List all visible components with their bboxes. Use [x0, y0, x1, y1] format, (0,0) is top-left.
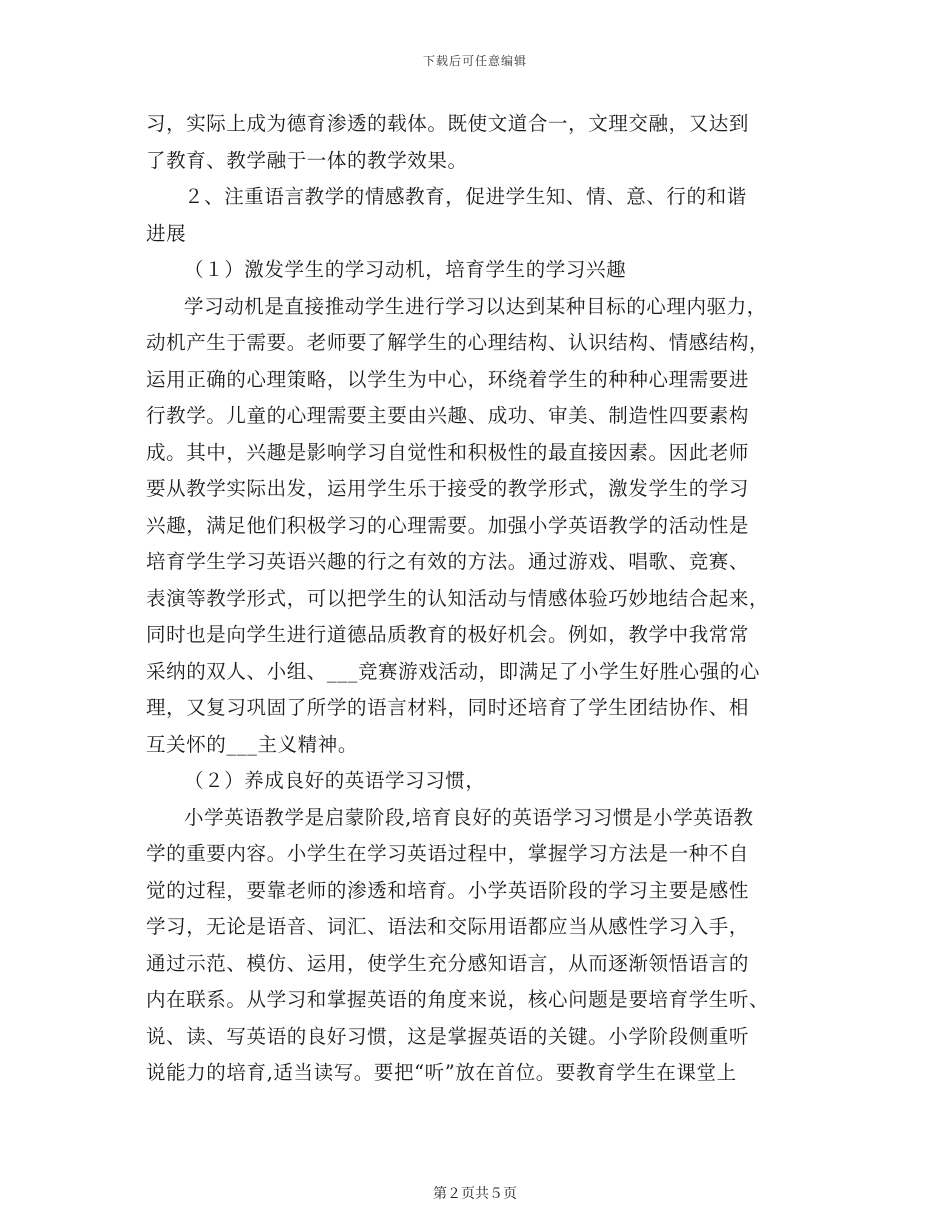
- text-line: 同时也是向学生进行道德品质教育的极好机会。例如，教学中我常常: [146, 623, 750, 646]
- text-line: 通过示范、模仿、运用，使学生充分感知语言，从而逐渐领悟语言的: [146, 951, 750, 975]
- text-line: 动机产生于需要。老师要了解学生的心理结构、认识结构、情感结构，: [146, 331, 770, 354]
- text-line: 表演等教学形式，可以把学生的认知活动与情感体验巧妙地结合起来，: [146, 586, 770, 610]
- text-line: 学习，无论是语音、词汇、语法和交际用语都应当从感性学习入手，: [146, 915, 750, 938]
- text-line: 习，实际上成为德育渗透的载体。既使文道合一，文理交融，又达到: [146, 112, 750, 135]
- text-line: 运用正确的心理策略，以学生为中心，环绕着学生的种种心理需要进: [146, 367, 750, 391]
- subsection-heading: （２）养成良好的英语学习习惯，: [184, 769, 486, 792]
- section-heading: ２、注重语言教学的情感教育，促进学生知、情、意、行的和谐: [184, 185, 747, 208]
- text-line: 采纳的双人、小组、___竞赛游戏活动，即满足了小学生好胜心强的心: [146, 659, 760, 683]
- text-line: 说能力的培育,适当读写。要把“听”放在首位。要教育学生在课堂上: [146, 1061, 737, 1084]
- text-line: 行教学。儿童的心理需要主要由兴趣、成功、审美、制造性四要素构: [146, 404, 750, 427]
- text-line: 理，又复习巩固了所学的语言材料，同时还培育了学生团结协作、相: [146, 696, 750, 719]
- text-line: 说、读、写英语的良好习惯，这是掌握英语的关键。小学阶段侧重听: [146, 1024, 750, 1048]
- page-header: 下载后可任意编辑: [422, 54, 527, 68]
- text-line: 了教育、教学融于一体的教学效果。: [146, 148, 468, 172]
- page-number: 第２页共５页: [433, 1186, 517, 1202]
- paragraph-start: 小学英语教学是启蒙阶段,培育良好的英语学习习惯是小学英语教: [184, 805, 754, 829]
- text-line: 进展: [146, 221, 187, 245]
- paragraph-start: 学习动机是直接推动学生进行学习以达到某种目标的心理内驱力，: [184, 294, 767, 318]
- text-line: 互关怀的___主义精神。: [146, 732, 358, 756]
- text-line: 觉的过程，要靠老师的渗透和培育。小学英语阶段的学习主要是感性: [146, 878, 750, 902]
- subsection-heading: （１）激发学生的学习动机，培育学生的学习兴趣: [184, 258, 627, 281]
- text-line: 学的重要内容。小学生在学习英语过程中，掌握学习方法是一种不自: [146, 842, 750, 865]
- text-line: 成。其中，兴趣是影响学习自觉性和积极性的最直接因素。因此老师: [146, 440, 750, 464]
- text-line: 要从教学实际出发，运用学生乐于接受的教学形式，激发学生的学习: [146, 477, 750, 500]
- text-line: 培育学生学习英语兴趣的行之有效的方法。通过游戏、唱歌、竞赛、: [146, 550, 750, 573]
- document-body: [146, 106, 806, 1092]
- text-line: 内在联系。从学习和掌握英语的角度来说，核心问题是要培育学生听、: [146, 988, 770, 1011]
- text-line: 兴趣，满足他们积极学习的心理需要。加强小学英语教学的活动性是: [146, 513, 750, 537]
